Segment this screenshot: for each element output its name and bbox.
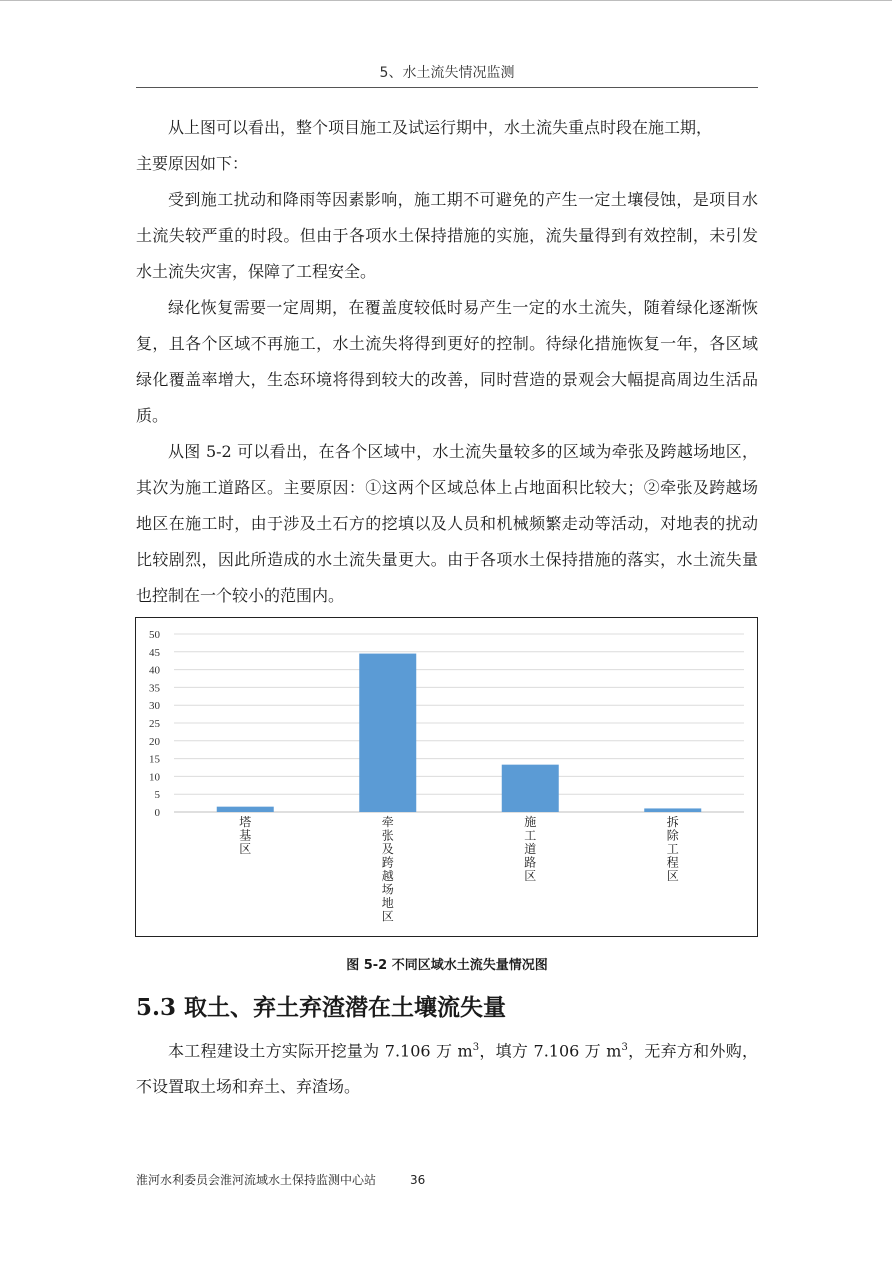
y-tick-label: 15	[149, 753, 160, 766]
y-tick-label: 40	[149, 664, 160, 677]
x-tick-label: 施工道路区	[524, 815, 537, 883]
x-tick-label: 拆除工程区	[666, 815, 679, 883]
running-header: 5、水土流失情况监测	[136, 62, 758, 88]
x-tick-label: 牵张及跨越场地区	[381, 815, 394, 924]
section-body	[136, 1030, 758, 1105]
y-tick-label: 10	[149, 771, 160, 784]
y-tick-label: 25	[149, 718, 160, 730]
figure-caption: 图 5-2 不同区域水土流失量情况图	[346, 958, 548, 973]
y-tick-label: 20	[149, 735, 160, 748]
bar	[644, 808, 701, 812]
y-tick-label: 45	[149, 646, 160, 659]
bar	[502, 765, 559, 812]
x-tick-label: 塔基区	[239, 815, 252, 856]
paragraph: 从上图可以看出，整个项目施工及试运行期中，水土流失重点时段在施工期，	[168, 118, 713, 137]
bar	[359, 654, 416, 812]
paragraph: 主要原因如下：	[136, 154, 249, 173]
page-top-border	[0, 0, 892, 1]
page-footer	[136, 1171, 425, 1188]
paragraph: 从图 5-2 可以看出，在各个区域中，水土流失量较多的区域为牵张及跨越场地区，其次为施工道路区。主要原因：①这两个区域总体上占地面积比较大；②牵张及跨越场地区在施工时，由于涉及土石方的挖填以及人员和机械频繁走动等活动，对地表的扰动比较剧烈，因此所造成的水土流失量更大。由于各项水土保持措施的落实，水土流失量也控制在一个较小的范围内。	[136, 442, 758, 605]
footer-org: 淮河水利委员会淮河流域水土保持监测中心站	[136, 1173, 377, 1187]
page-number: 36	[410, 1173, 426, 1187]
y-tick-label: 35	[149, 682, 160, 695]
y-tick-label: 0	[154, 807, 160, 819]
chart-canvas	[136, 618, 759, 938]
bar-chart	[135, 617, 758, 937]
paragraph: 绿化恢复需要一定周期，在覆盖度较低时易产生一定的水土流失，随着绿化逐渐恢复，且各个区域不再施工，水土流失将得到更好的控制。待绿化措施恢复一年，各区域绿化覆盖率增大，生态环境将得到较大的改善，同时营造的景观会大幅提高周边生活品质。	[136, 298, 758, 425]
y-tick-label: 50	[149, 629, 160, 641]
y-tick-label: 30	[149, 700, 160, 713]
paragraph: 受到施工扰动和降雨等因素影响，施工期不可避免的产生一定土壤侵蚀，是项目水土流失较严重的时段。但由于各项水土保持措施的实施，流失量得到有效控制，未引发水土流失灾害，保障了工程安全。	[136, 190, 758, 281]
section-heading: 5.3 取土、弃土弃渣潜在土壤流失量	[136, 994, 507, 1021]
body-text	[136, 110, 758, 614]
bar	[217, 807, 274, 812]
paragraph: 本工程建设土方实际开挖量为 7.106 万 $m^3$，填方 7.106 万 $m^3$，无弃方和外购，不设置取土场和弃土、弃渣场。	[136, 1041, 758, 1097]
y-tick-label: 5	[154, 789, 160, 802]
